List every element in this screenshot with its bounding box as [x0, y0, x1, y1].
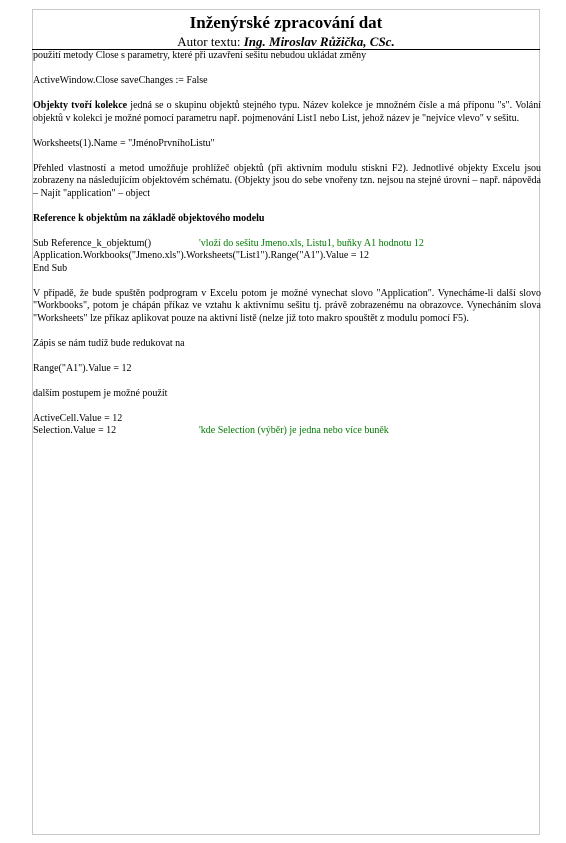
author-prefix: Autor textu: — [177, 34, 241, 49]
code-line-end-sub: End Sub — [33, 262, 68, 274]
author-line — [32, 34, 540, 50]
paragraph-collections — [33, 100, 541, 125]
page-header — [32, 10, 540, 50]
document-body — [33, 50, 541, 450]
code-worksheets-name: Worksheets(1).Name = "JménoPrvníhoListu" — [33, 137, 215, 149]
section-heading-references: Reference k objektům na základě objektového modelu — [33, 212, 265, 224]
code-selection-value: Selection.Value = 12 — [33, 425, 117, 436]
paragraph-next-step: dalším postupem je možné použít — [33, 387, 168, 399]
code-range-value: Range("A1").Value = 12 — [33, 362, 132, 374]
code-line-application: Application.Workbooks("Jmeno.xls").Worksheets("List1").Range("A1").Value = 12 — [33, 250, 369, 261]
code-line — [33, 425, 541, 438]
collections-text: jedná se o skupinu objektů stejného typu. Název kolekce je množném čísle a má příponu "s". Volání objektů v kolekci je možné pomocí parametru např. pojmenování List1 nebo List, jehož název je "nejvíce vlevo" v sešitu. — [33, 100, 542, 124]
code-comment: 'kde Selection (výběr) je jedna nebo více buněk — [199, 425, 389, 436]
code-active-cell: ActiveCell.Value = 12 — [33, 412, 123, 424]
document-title: Inženýrské zpracování dat — [189, 13, 383, 32]
code-block-selection — [33, 413, 541, 438]
code-active-window: ActiveWindow.Close saveChanges := False — [33, 75, 208, 86]
paragraph-object-browser: Přehled vlastností a metod umožňuje prohlížeč objektů (při aktivním modulu stiskni F2). Jednotlivé objekty Excelu jsou zobrazeny na následujícím objektovém schématu. (Objekty jsou do sebe vnořeny tzn. nejsou na stejné úrovni – např. nápověda – Najít "application" – object — [33, 162, 541, 199]
code-comment: 'vloží do sešitu Jmeno.xls, Listu1, buňky A1 hodnotu 12 — [199, 237, 424, 249]
collections-bold-lead: Objekty tvoří kolekce — [33, 100, 128, 111]
paragraph-reduce: Zápis se nám tudíž bude redukovat na — [33, 337, 185, 349]
paragraph-omitting-application: V případě, že bude spuštěn podprogram v Excelu potom je možné vynechat slovo "Application". Vynecháme-li další slovo "Workbooks", potom je chápán příkaz ve vztahu k aktivnímu sešitu tj. právě zobrazenému na obrazovce. Vynecháním slova "Worksheets" lze příkaz aplikovat pouze na aktivní listě (nelze již toto makro spouštět z modulu pomocí F5). — [33, 287, 541, 324]
code-block-sub — [33, 238, 541, 276]
paragraph-close-method: použití metody Close s parametry, které při uzavření sešitu nebudou ukládat změny — [33, 50, 367, 61]
code-sub-declaration: Sub Reference_k_objektum() — [33, 237, 152, 249]
code-line — [33, 238, 541, 251]
author-name: Ing. Miroslav Růžička, CSc. — [243, 34, 395, 49]
